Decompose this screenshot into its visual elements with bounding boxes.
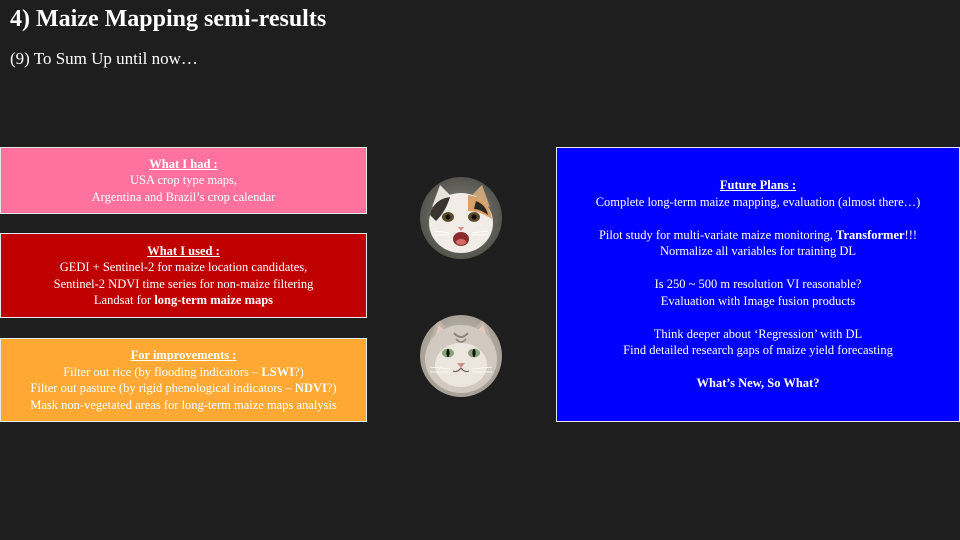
for-improvements-box (0, 338, 367, 422)
line-text: ?) (326, 381, 337, 395)
line-text: Filter out rice (by flooding indicators – (63, 364, 262, 379)
line-bold-text: long-term maize maps (154, 293, 274, 307)
what-i-had-line: Argentina and Brazil’s crop calendar (91, 189, 276, 204)
slide-subtitle: (9) To Sum Up until now… (10, 49, 198, 68)
for-improvements-line (63, 364, 304, 381)
what-i-had-line: USA crop type maps, (130, 173, 237, 188)
what-i-used-line: Sentinel-2 NDVI time series for non-maize filtering (53, 276, 314, 291)
what-i-used-heading: What I used : (147, 243, 220, 258)
what-i-had-heading: What I had : (149, 156, 218, 171)
for-improvements-line: Mask non-vegetated areas for long-term maize maps analysis (30, 397, 337, 412)
what-i-used-box (0, 233, 367, 318)
for-improvements-heading: For improvements : (130, 348, 237, 362)
future-plans-line: Complete long-term maize mapping, evaluation (almost there…) (595, 194, 921, 209)
what-i-used-line (94, 292, 273, 309)
fluffy-cat-icon (420, 315, 502, 397)
future-plans-line: Normalize all variables for training DL (659, 244, 857, 259)
future-plans-line: Evaluation with Image fusion products (660, 293, 856, 308)
line-text: !!! (904, 227, 918, 242)
future-plans-line: Find detailed research gaps of maize yield forecasting (623, 343, 893, 358)
line-bold-text: LSWI (261, 364, 295, 379)
future-plans-heading: Future Plans : (719, 178, 797, 193)
future-plans-line: Think deeper about ‘Regression’ with DL (653, 326, 863, 341)
line-text: Landsat for (93, 293, 155, 307)
slide-title: 4) Maize Mapping semi-results (10, 6, 327, 32)
future-plans-line: Is 250 ~ 500 m resolution VI reasonable? (654, 277, 862, 292)
what-i-used-line: GEDI + Sentinel-2 for maize location candidates, (59, 260, 308, 274)
for-improvements-line (30, 380, 336, 397)
line-text: Pilot study for multi-variate maize monitoring, (598, 227, 837, 242)
line-text: ?) (294, 364, 304, 379)
line-text: Filter out pasture (by rigid phenological indicators – (30, 381, 295, 395)
line-bold-text: NDVI (294, 381, 327, 395)
surprised-cat-icon (420, 177, 502, 259)
future-plans-line (697, 375, 820, 392)
line-bold-text: Transformer (836, 227, 905, 242)
what-i-had-box (0, 147, 367, 214)
future-plans-line (599, 227, 917, 244)
line-bold-text: What’s New, So What? (696, 376, 820, 391)
future-plans-box (556, 147, 960, 422)
